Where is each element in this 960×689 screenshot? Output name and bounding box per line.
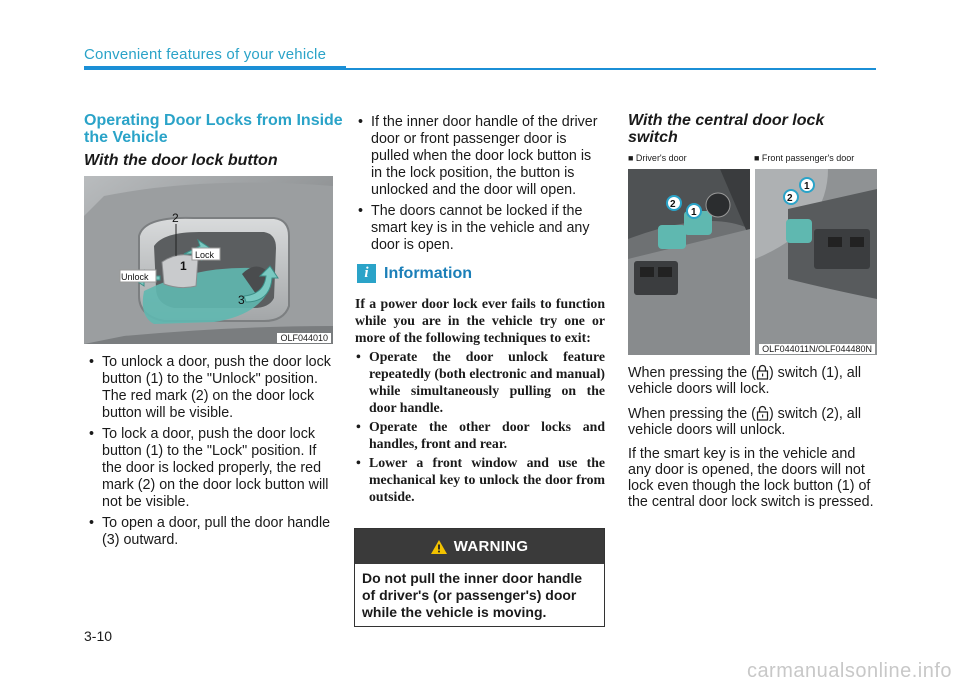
passenger-callout-1: 1 xyxy=(804,181,810,192)
list-item: • To lock a door, push the door lock button (1) to the "Lock" position. If the door is locked properly, the red mark (2) on the door lock button will not be visible. xyxy=(88,426,334,511)
list-item: • If the inner door handle of the driver door or front passenger door is pulled when the door lock button is in the lock position, the button is unlocked and the door will open. xyxy=(357,114,605,199)
callout-3: 3 xyxy=(238,293,245,307)
lock-label: Lock xyxy=(195,250,215,260)
information-intro: If a power door lock ever fails to function while you are in the vehicle try one or more of the following techniques to exit: xyxy=(355,296,605,345)
section-header: Convenient features of your vehicle xyxy=(84,46,327,63)
figure-code: OLF044010 xyxy=(277,333,331,343)
door-handle-illustration xyxy=(84,176,333,344)
header-rule xyxy=(346,68,876,70)
lock-switch-paragraph: When pressing the ( ) switch (1), all vehicle doors will lock. xyxy=(628,365,862,397)
information-list xyxy=(355,348,605,505)
list-item: • Lower a front window and use the mechanical key to unlock the door from outside. xyxy=(355,454,605,505)
warning-header xyxy=(355,529,604,564)
figure-code: OLF044011N/OLF044480N xyxy=(759,344,875,354)
list-item: • Operate the other door locks and handles, front and rear. xyxy=(355,418,605,452)
list-item: • To open a door, pull the door handle (3) outward. xyxy=(88,515,334,549)
unlock-label: Unlock xyxy=(121,272,149,282)
unlock-icon xyxy=(756,405,769,421)
callout-1: 1 xyxy=(180,259,187,273)
central-lock-switch-figure xyxy=(628,153,877,355)
info-icon: i xyxy=(357,264,376,283)
left-subtitle: With the door lock button xyxy=(84,152,278,169)
smart-key-paragraph: If the smart key is in the vehicle and any door is opened, the doors will not lock even though the lock button (1) of the central door lock switch is pressed. xyxy=(628,446,874,510)
driver-callout-1: 1 xyxy=(691,207,697,218)
header-bar xyxy=(84,66,346,70)
left-bullet-list xyxy=(88,354,334,553)
list-item: • Operate the door unlock feature repeatedly (both electronic and manual) while simultaneously pulling on the door handle. xyxy=(355,348,605,416)
switch-panels-illustration xyxy=(628,169,877,355)
right-subtitle: With the central door lock switch xyxy=(628,112,825,146)
information-title: Information xyxy=(384,264,472,282)
warning-title: WARNING xyxy=(453,538,529,555)
driver-door-label: ■ Driver's door xyxy=(628,153,687,163)
page-number: 3-10 xyxy=(84,628,113,644)
information-heading xyxy=(357,264,472,283)
door-lock-button-figure xyxy=(84,176,333,344)
middle-bullet-list xyxy=(357,114,605,258)
unlock-switch-paragraph: When pressing the ( ) switch (2), all vehicle doors will unlock. xyxy=(628,406,862,438)
passenger-door-label: ■ Front passenger's door xyxy=(754,153,855,163)
list-item: • The doors cannot be locked if the smart key is in the vehicle and any door is open. xyxy=(357,203,605,254)
warning-box xyxy=(354,528,605,627)
watermark: carmanualsonline.info xyxy=(746,660,952,682)
right-paragraphs xyxy=(628,364,878,518)
driver-callout-2: 2 xyxy=(670,199,676,210)
passenger-callout-2: 2 xyxy=(787,193,793,204)
section-title: Operating Door Locks from Inside the Vehicle xyxy=(84,112,343,146)
list-item: • To unlock a door, push the door lock button (1) to the "Unlock" position. The red mark (2) on the door lock button will be visible. xyxy=(88,354,334,422)
information-body xyxy=(355,295,605,507)
lock-icon xyxy=(756,364,769,380)
callout-2: 2 xyxy=(172,211,179,225)
warning-text: Do not pull the inner door handle of driver's (or passenger's) door while the vehicle is moving. xyxy=(362,570,583,620)
warning-triangle-icon xyxy=(431,540,447,554)
